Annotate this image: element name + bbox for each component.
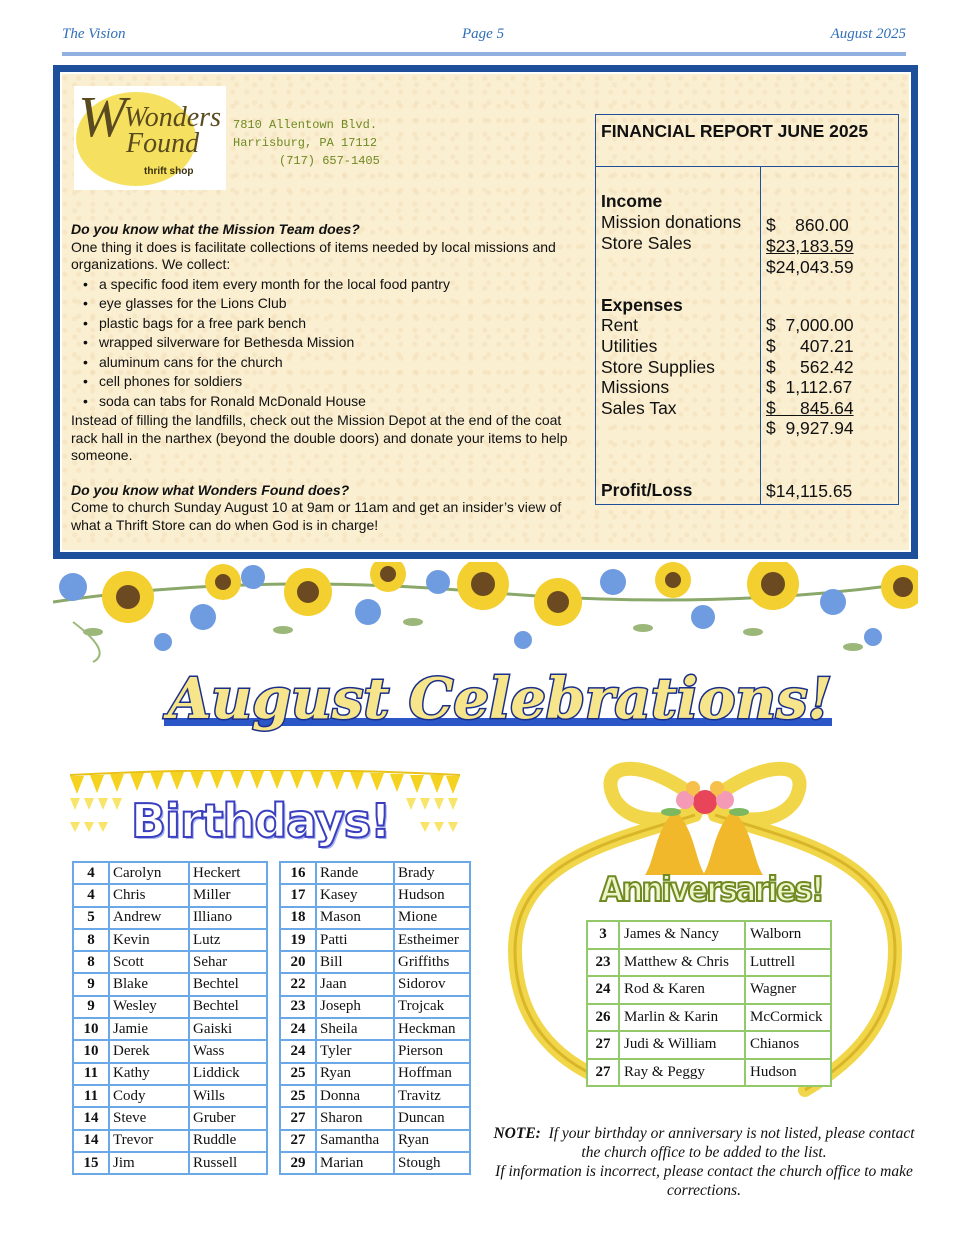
- birthdays-table-right: [279, 861, 471, 1175]
- logo-subtitle: thrift shop: [144, 166, 194, 177]
- row-first-name: Chris: [109, 884, 189, 906]
- table-row: [280, 907, 470, 929]
- address-street: 7810 Allentown Blvd.: [233, 118, 378, 132]
- row-day: 3: [587, 921, 619, 949]
- row-last-name: Russell: [189, 1152, 267, 1174]
- row-last-name: Hudson: [394, 884, 470, 906]
- row-day: 29: [280, 1152, 316, 1174]
- table-row: [280, 884, 470, 906]
- utilities-label: Utilities: [601, 336, 658, 356]
- list-item: • eye glasses for the Lions Club: [83, 294, 591, 314]
- row-last-name: Ryan: [394, 1130, 470, 1152]
- row-last-name: Illiano: [189, 907, 267, 929]
- row-first-name: Patti: [316, 929, 394, 951]
- page-header: [62, 26, 906, 46]
- row-first-name: Sharon: [316, 1107, 394, 1129]
- row-first-name: Judi & William: [619, 1031, 745, 1059]
- row-day: 10: [73, 1018, 109, 1040]
- mission-box: [53, 65, 918, 559]
- table-row: [73, 1152, 267, 1174]
- mission-outro: Instead of filling the landfills, check out the Mission Depot at the end of the coat rack hall in the narthex (beyond the double doors) and donate your items to help someone.: [71, 412, 568, 463]
- row-first-name: Derek: [109, 1040, 189, 1062]
- row-day: 27: [587, 1059, 619, 1087]
- row-last-name: Walborn: [745, 921, 831, 949]
- row-day: 25: [280, 1085, 316, 1107]
- table-row: [73, 1018, 267, 1040]
- row-day: 14: [73, 1107, 109, 1129]
- store-supplies-label: Store Supplies: [601, 357, 715, 377]
- address-city: Harrisburg, PA 17112: [233, 136, 378, 150]
- row-first-name: Tyler: [316, 1040, 394, 1062]
- financial-report: [595, 114, 899, 505]
- row-day: 4: [73, 884, 109, 906]
- row-last-name: Wagner: [745, 976, 831, 1004]
- celebrations-title: [160, 660, 840, 740]
- store-sales-label: Store Sales: [601, 233, 692, 253]
- row-last-name: Heckman: [394, 1018, 470, 1040]
- birthdays-table-left: [72, 861, 268, 1175]
- row-last-name: Bechtel: [189, 996, 267, 1018]
- row-day: 24: [280, 1040, 316, 1062]
- row-last-name: Brady: [394, 862, 470, 884]
- header-rule: [62, 52, 906, 56]
- table-row: [73, 907, 267, 929]
- rent-value: $ 7,000.00: [766, 315, 854, 335]
- row-last-name: Bechtel: [189, 973, 267, 995]
- row-day: 20: [280, 951, 316, 973]
- row-last-name: Travitz: [394, 1085, 470, 1107]
- row-last-name: Heckert: [189, 862, 267, 884]
- table-row: [73, 996, 267, 1018]
- row-day: 26: [587, 1004, 619, 1032]
- sales-tax-label: Sales Tax: [601, 398, 677, 418]
- row-first-name: Kathy: [109, 1063, 189, 1085]
- row-day: 23: [587, 949, 619, 977]
- row-day: 23: [280, 996, 316, 1018]
- row-day: 9: [73, 973, 109, 995]
- row-last-name: McCormick: [745, 1004, 831, 1032]
- table-row: [73, 1107, 267, 1129]
- row-day: 22: [280, 973, 316, 995]
- row-first-name: Kasey: [316, 884, 394, 906]
- row-last-name: Mione: [394, 907, 470, 929]
- table-row: [587, 1004, 831, 1032]
- row-day: 27: [280, 1107, 316, 1129]
- row-last-name: Sehar: [189, 951, 267, 973]
- row-first-name: Ray & Peggy: [619, 1059, 745, 1087]
- row-last-name: Duncan: [394, 1107, 470, 1129]
- newsletter-name: The Vision: [62, 26, 126, 42]
- list-item: • plastic bags for a free park bench: [83, 314, 591, 334]
- row-first-name: Cody: [109, 1085, 189, 1107]
- table-row: [280, 929, 470, 951]
- row-first-name: James & Nancy: [619, 921, 745, 949]
- table-row: [587, 1031, 831, 1059]
- row-last-name: Gaiski: [189, 1018, 267, 1040]
- row-last-name: Stough: [394, 1152, 470, 1174]
- note-label: NOTE:: [493, 1125, 541, 1142]
- row-last-name: Pierson: [394, 1040, 470, 1062]
- table-row: [280, 1107, 470, 1129]
- missions-value: $ 1,112.67: [766, 377, 853, 397]
- row-day: 17: [280, 884, 316, 906]
- row-last-name: Chianos: [745, 1031, 831, 1059]
- row-last-name: Wills: [189, 1085, 267, 1107]
- mission-donations-value: $ 860.00: [766, 215, 849, 235]
- list-item: • aluminum cans for the church: [83, 353, 591, 373]
- row-last-name: Hoffman: [394, 1063, 470, 1085]
- row-day: 9: [73, 996, 109, 1018]
- row-last-name: Miller: [189, 884, 267, 906]
- table-row: [73, 1085, 267, 1107]
- expense-total: $ 9,927.94: [766, 418, 854, 438]
- income-total: $24,043.59: [766, 257, 854, 277]
- row-first-name: Steve: [109, 1107, 189, 1129]
- row-first-name: Bill: [316, 951, 394, 973]
- row-first-name: Marian: [316, 1152, 394, 1174]
- table-row: [280, 1085, 470, 1107]
- table-row: [280, 1130, 470, 1152]
- row-first-name: Donna: [316, 1085, 394, 1107]
- table-row: [587, 949, 831, 977]
- row-day: 24: [587, 976, 619, 1004]
- birthdays-title: Birthdays!: [131, 794, 391, 848]
- row-day: 19: [280, 929, 316, 951]
- row-day: 10: [73, 1040, 109, 1062]
- row-first-name: Kevin: [109, 929, 189, 951]
- missions-label: Missions: [601, 377, 670, 397]
- mission-question: Do you know what the Mission Team does?: [71, 221, 360, 237]
- row-last-name: Sidorov: [394, 973, 470, 995]
- sunflower-border: [53, 562, 918, 667]
- row-last-name: Wass: [189, 1040, 267, 1062]
- row-last-name: Gruber: [189, 1107, 267, 1129]
- page-number: Page 5: [462, 26, 505, 42]
- rent-label: Rent: [601, 315, 638, 335]
- row-first-name: Mason: [316, 907, 394, 929]
- table-row: [73, 1130, 267, 1152]
- table-row: [73, 1063, 267, 1085]
- mission-intro: One thing it does is facilitate collections of items needed by local missions and organizations. We collect:: [71, 238, 556, 272]
- row-first-name: Carolyn: [109, 862, 189, 884]
- row-first-name: Trevor: [109, 1130, 189, 1152]
- row-day: 5: [73, 907, 109, 929]
- row-last-name: Trojcak: [394, 996, 470, 1018]
- row-first-name: Jaan: [316, 973, 394, 995]
- row-day: 8: [73, 951, 109, 973]
- table-row: [280, 951, 470, 973]
- row-first-name: Sheila: [316, 1018, 394, 1040]
- row-last-name: Lutz: [189, 929, 267, 951]
- row-first-name: Jim: [109, 1152, 189, 1174]
- shop-address: [233, 116, 380, 170]
- row-day: 15: [73, 1152, 109, 1174]
- wonders-found-logo: W Wonders Found thrift shop: [74, 86, 226, 190]
- row-day: 11: [73, 1063, 109, 1085]
- list-item: • cell phones for soldiers: [83, 372, 591, 392]
- row-last-name: Griffiths: [394, 951, 470, 973]
- table-row: [280, 1040, 470, 1062]
- row-day: 18: [280, 907, 316, 929]
- table-row: [280, 862, 470, 884]
- profit-loss-label: Profit/Loss: [601, 480, 693, 500]
- row-first-name: Matthew & Chris: [619, 949, 745, 977]
- sales-tax-value: $ 845.64: [766, 398, 854, 418]
- celebrations-title-text: August Celebrations!: [167, 666, 833, 732]
- row-day: 4: [73, 862, 109, 884]
- row-last-name: Ruddle: [189, 1130, 267, 1152]
- table-row: [73, 862, 267, 884]
- row-first-name: Rod & Karen: [619, 976, 745, 1004]
- utilities-value: $ 407.21: [766, 336, 854, 356]
- row-first-name: Wesley: [109, 996, 189, 1018]
- note-line-1: If your birthday or anniversary is not listed, please contact the church office to be added to the list.: [548, 1125, 915, 1161]
- collection-list: [71, 275, 591, 412]
- row-last-name: Estheimer: [394, 929, 470, 951]
- table-row: [587, 921, 831, 949]
- row-last-name: Hudson: [745, 1059, 831, 1087]
- table-row: [587, 1059, 831, 1087]
- row-first-name: Ryan: [316, 1063, 394, 1085]
- row-day: 24: [280, 1018, 316, 1040]
- profit-loss-value: $14,115.65: [766, 481, 853, 501]
- row-first-name: Joseph: [316, 996, 394, 1018]
- wonders-question: Do you know what Wonders Found does?: [71, 481, 350, 498]
- income-label: Income: [601, 191, 663, 211]
- row-first-name: Samantha: [316, 1130, 394, 1152]
- mission-donations-label: Mission donations: [601, 212, 742, 232]
- row-day: 27: [280, 1130, 316, 1152]
- wonders-answer: Come to church Sunday August 10 at 9am or 11am and get an insider’s view of what a Thrift Store can do when God is in charge!: [71, 499, 562, 533]
- row-day: 27: [587, 1031, 619, 1059]
- row-day: 14: [73, 1130, 109, 1152]
- row-day: 25: [280, 1063, 316, 1085]
- table-row: [280, 1063, 470, 1085]
- table-row: [73, 951, 267, 973]
- row-first-name: Marlin & Karin: [619, 1004, 745, 1032]
- address-phone: (717) 657-1405: [279, 154, 380, 168]
- list-item: • wrapped silverware for Bethesda Mission: [83, 333, 591, 353]
- list-item: • a specific food item every month for the local food pantry: [83, 275, 591, 295]
- financial-title: FINANCIAL REPORT JUNE 2025: [596, 115, 898, 167]
- row-first-name: Andrew: [109, 907, 189, 929]
- row-day: 16: [280, 862, 316, 884]
- table-row: [280, 973, 470, 995]
- row-first-name: Jamie: [109, 1018, 189, 1040]
- table-row: [73, 973, 267, 995]
- row-first-name: Rande: [316, 862, 394, 884]
- logo-word-2: Found: [126, 128, 200, 159]
- list-item: • soda can tabs for Ronald McDonald House: [83, 392, 591, 412]
- table-row: [280, 1018, 470, 1040]
- anniversaries-table: [586, 920, 832, 1087]
- table-row: [280, 996, 470, 1018]
- table-row: [73, 929, 267, 951]
- table-row: [587, 976, 831, 1004]
- anniversaries-title: Anniversaries!: [600, 870, 823, 910]
- mission-text: [71, 221, 591, 534]
- table-row: [73, 884, 267, 906]
- row-day: 11: [73, 1085, 109, 1107]
- row-first-name: Blake: [109, 973, 189, 995]
- issue-date: August 2025: [830, 26, 906, 42]
- store-supplies-value: $ 562.42: [766, 357, 854, 377]
- store-sales-value: $23,183.59: [766, 236, 854, 256]
- expenses-label: Expenses: [601, 295, 683, 315]
- row-last-name: Liddick: [189, 1063, 267, 1085]
- row-last-name: Luttrell: [745, 949, 831, 977]
- table-row: [280, 1152, 470, 1174]
- correction-note: [488, 1124, 920, 1200]
- logo-word-1: Wonders: [124, 102, 221, 133]
- row-day: 8: [73, 929, 109, 951]
- note-line-2: If information is incorrect, please contact the church office to make corrections.: [495, 1163, 913, 1199]
- table-row: [73, 1040, 267, 1062]
- row-first-name: Scott: [109, 951, 189, 973]
